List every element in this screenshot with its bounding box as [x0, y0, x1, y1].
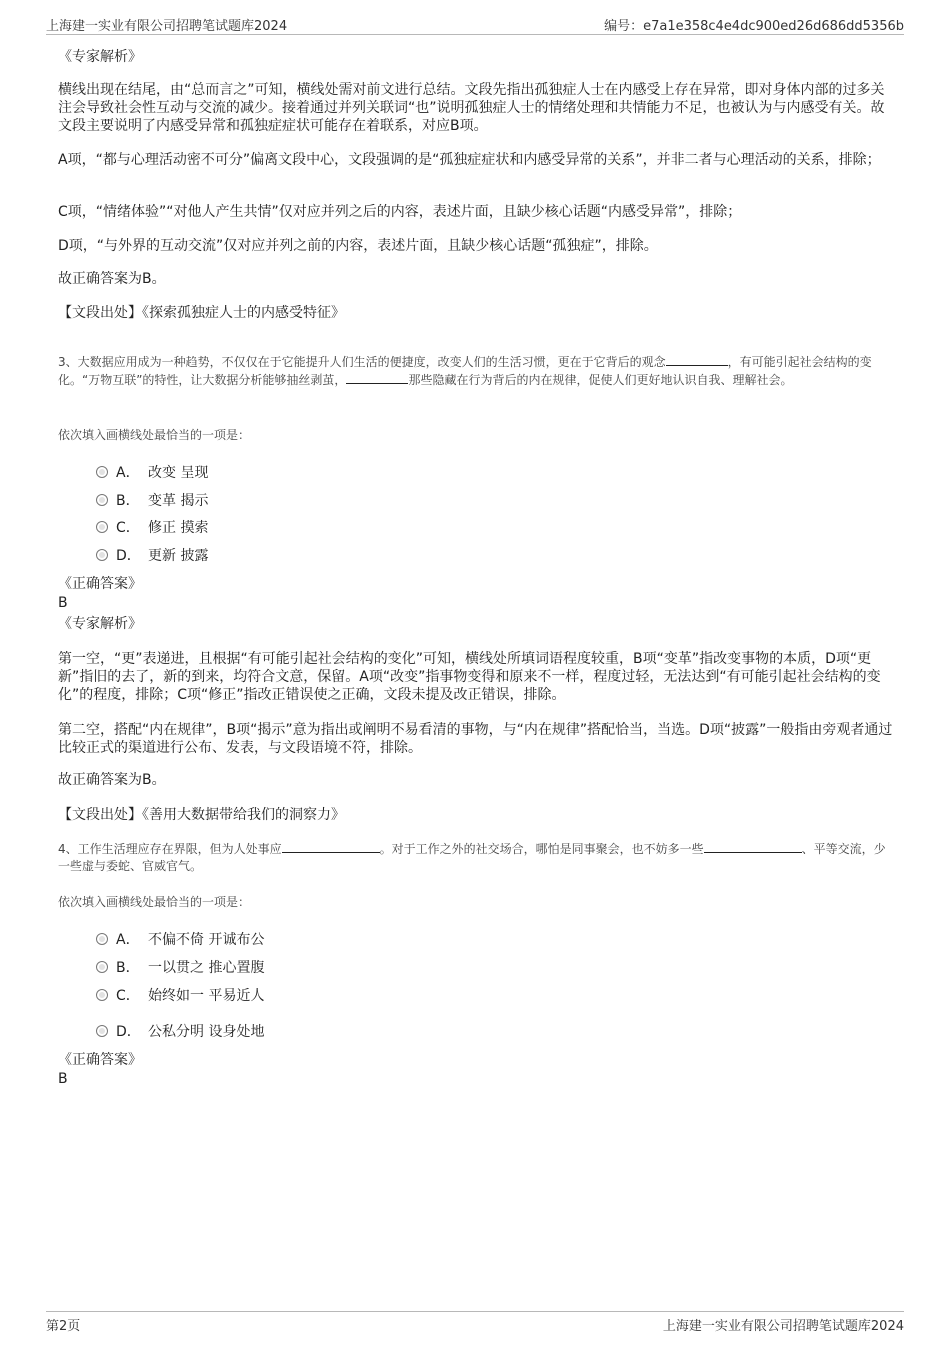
- q4-answer-label: 《正确答案》: [58, 1052, 142, 1068]
- q3-stem-part-1: 3、大数据应用成为一种趋势，不仅仅在于它能提升人们生活的便捷度，改变人们的生活习惯，更在于它背后的观念: [58, 355, 666, 369]
- q3-analysis-label: 《专家解析》: [58, 616, 142, 632]
- q2-source: 【文段出处】《探索孤独症人士的内感受特征》: [58, 305, 345, 321]
- option-letter: C．: [116, 988, 140, 1004]
- footer-title: 上海建一实业有限公司招聘笔试题库2024: [662, 1319, 904, 1334]
- radio-button-icon[interactable]: [96, 989, 108, 1001]
- q3-answer: B: [58, 595, 68, 611]
- page-footer: [46, 1311, 904, 1334]
- q3-stem-part-3: 那些隐藏在行为背后的内在规律，促使人们更好地认识自我、理解社会。: [408, 373, 793, 387]
- q2-analysis-paragraph-4: D项，“与外界的互动交流”仅对应并列之前的内容，表述片面，且缺少核心话题“孤独症”，排除。: [58, 238, 658, 254]
- q2-analysis-paragraph-1: 横线出现在结尾，由“总而言之”可知，横线处需对前文进行总结。文段先指出孤独症人士在内感受上存在异常，即对身体内部的过多关注会导致社会性互动与交流的减少。接着通过并列关联词“也”说明孤独症人士的情绪处理和共情能力不足，也被认为与内感受有关。故文段主要说明了内感受异常和孤独症症状可能存在着联系，对应B项。: [58, 82, 885, 134]
- header-doc-id: 编号：e7a1e358c4e4dc900ed26d686dd5356b: [604, 19, 904, 34]
- q2-analysis-label: 《专家解析》: [58, 49, 142, 65]
- q3-blank-2: [346, 371, 408, 384]
- header-title: 上海建一实业有限公司招聘笔试题库2024: [46, 19, 288, 34]
- q3-analysis-paragraph-2: 第二空，搭配“内在规律”，B项“揭示”意为指出或阐明不易看清的事物，与“内在规律”搭配恰当，当选。D项“披露”一般指由旁观者通过比较正式的渠道进行公布、发表，与文段语境不符，排除。: [58, 722, 893, 756]
- option-letter: A．: [116, 465, 140, 481]
- q3-prompt: 依次填入画横线处最恰当的一项是：: [58, 428, 251, 442]
- q3-stem: [58, 353, 894, 389]
- radio-button-icon[interactable]: [96, 521, 108, 533]
- option-text: 变革 揭示: [148, 493, 209, 509]
- q3-answer-label: 《正确答案》: [58, 576, 142, 592]
- option-letter: D．: [116, 1024, 141, 1040]
- option-letter: A．: [116, 932, 140, 948]
- radio-button-icon[interactable]: [96, 961, 108, 973]
- radio-button-icon[interactable]: [96, 933, 108, 945]
- q4-stem-part-1: 4、工作生活理应存在界限，但为人处事应: [58, 842, 282, 856]
- option-text: 改变 呈现: [148, 465, 209, 481]
- page-number: 第2页: [46, 1319, 81, 1334]
- q4-answer: B: [58, 1071, 68, 1087]
- radio-button-icon[interactable]: [96, 494, 108, 506]
- q2-conclusion: 故正确答案为B。: [58, 271, 166, 287]
- q4-prompt: 依次填入画横线处最恰当的一项是：: [58, 895, 251, 909]
- q3-analysis-paragraph-1: 第一空，“更”表递进，且根据“有可能引起社会结构的变化”可知，横线处所填词语程度较重，B项“变革”指改变事物的本质，D项“更新”指旧的去了，新的到来，均符合文意，保留。A项“改变”指事物变得和原来不一样，程度过轻，无法达到“有可能引起社会结构的变化”的程度，排除；C项“修正”指改正错误使之正确，文段未提及改正错误，排除。: [58, 651, 881, 703]
- q4-stem: [58, 840, 894, 875]
- page-header: [46, 14, 904, 35]
- q4-blank-2: [704, 840, 802, 853]
- option-text: 修正 摸索: [148, 520, 209, 536]
- q3-conclusion: 故正确答案为B。: [58, 772, 166, 788]
- q4-stem-part-2: 。对于工作之外的社交场合，哪怕是同事聚会，也不妨多一些: [379, 842, 704, 856]
- q3-source: 【文段出处】《善用大数据带给我们的洞察力》: [58, 807, 345, 823]
- option-text: 始终如一 平易近人: [148, 988, 265, 1004]
- option-letter: B．: [116, 960, 140, 976]
- q3-stem-part-2: ，有可能引起社会结构的变化。“万物互联”的特性，让大数据分析能够抽丝剥茧，: [58, 355, 872, 387]
- option-text: 不偏不倚 开诚布公: [148, 932, 265, 948]
- q3-blank-1: [666, 353, 728, 366]
- q2-analysis-paragraph-3: C项，“情绪体验”“对他人产生共情”仅对应并列之后的内容，表述片面，且缺少核心话题“内感受异常”，排除；: [58, 204, 742, 220]
- radio-button-icon[interactable]: [96, 466, 108, 478]
- q4-blank-1: [282, 840, 380, 853]
- option-text: 公私分明 设身处地: [148, 1024, 265, 1040]
- option-text: 一以贯之 推心置腹: [148, 960, 265, 976]
- option-text: 更新 披露: [148, 548, 209, 564]
- q2-analysis-paragraph-2: A项，“都与心理活动密不可分”偏离文段中心，文段强调的是“孤独症症状和内感受异常的关系”，并非二者与心理活动的关系，排除；: [58, 152, 881, 168]
- radio-button-icon[interactable]: [96, 549, 108, 561]
- option-letter: D．: [116, 548, 141, 564]
- option-letter: C．: [116, 520, 140, 536]
- radio-button-icon[interactable]: [96, 1025, 108, 1037]
- q4-stem-part-3: 、平等交流，少一些虚与委蛇、官威官气。: [58, 842, 886, 873]
- option-letter: B．: [116, 493, 140, 509]
